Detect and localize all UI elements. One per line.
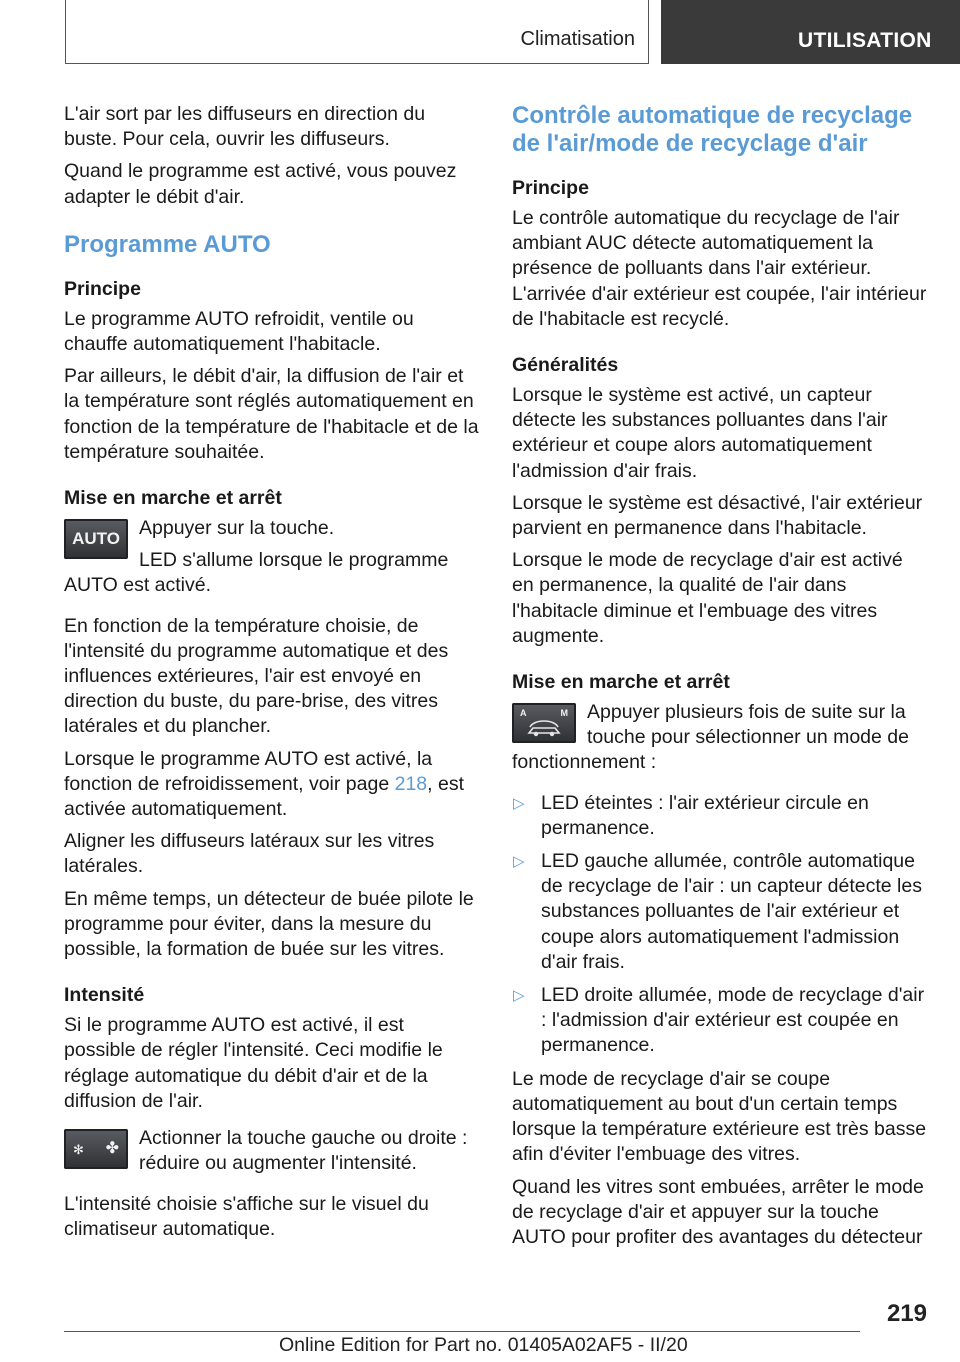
paragraph: En même temps, un détecteur de buée pilote le programme pour éviter, dans la mesure du possible, la formation de buée sur les vitres. [64, 887, 474, 961]
paragraph: Le contrôle automatique du recyclage de l'air ambiant AUC détecte automatiquement la présence de polluants dans l'air extérieur. L'arrivée d'air extérieur est coupée, l'air intérieur de l'habitacle est recyclé. [512, 207, 927, 330]
subheading-generalites: Généralités [512, 354, 619, 377]
list-item: ▷ LED droite allumée, mode de recyclage d'air : l'admission d'air extérieur est coupée en permanence. [513, 984, 925, 1057]
triangle-bullet-icon: ▷ [513, 794, 525, 812]
subheading-intensite: Intensité [64, 984, 145, 1007]
paragraph: Le mode de recyclage d'air se coupe automatiquement au bout d'un certain temps lorsque la température extérieure est très basse afin d'éviter l'embuage des vitres. [512, 1067, 927, 1166]
paragraph: Aligner les diffuseurs latéraux sur les vitres latérales. [64, 830, 435, 878]
auto-button-icon: AUTO [64, 519, 128, 559]
list-item: ▷ LED éteintes : l'air extérieur circule en permanence. [513, 791, 869, 839]
paragraph: Le programme AUTO refroidit, ventile ou chauffe automatiquement l'habitacle. [64, 307, 414, 356]
paragraph: Lorsque le mode de recyclage d'air est activé en permanence, la qualité de l'air dans l'habitacle diminue et l'embuage des vitres augmente. [512, 549, 903, 647]
recirc-auto-label: A [520, 708, 527, 719]
paragraph: Lorsque le système est activé, un capteur détecte les substances polluantes dans l'air extérieur et coupe alors automatiquement l'admission d'air frais. [512, 384, 888, 482]
paragraph: L'air sort par les diffuseurs en direction du buste. Pour cela, ouvrir les diffuseurs. [64, 103, 426, 151]
car-recirculation-icon [526, 716, 562, 738]
paragraph: Actionner la touche gauche ou droite : réduire ou augmenter l'intensité. [139, 1127, 468, 1175]
fan-intensity-button-icon [64, 1129, 128, 1169]
auto-button-instruction [64, 516, 480, 606]
right-column [512, 102, 928, 1257]
subheading-principe: Principe [64, 277, 141, 300]
paragraph: Lorsque le système est désactivé, l'air extérieur parvient en permanence dans l'habitacle. [512, 491, 923, 540]
recirc-manual-label: M [560, 708, 568, 719]
paragraph: L'intensité choisie s'affiche sur le visuel du climatiseur automatique. [64, 1192, 429, 1240]
paragraph: Quand les vitres sont embuées, arrêter le mode de recyclage d'air et appuyer sur la touche AUTO pour profiter des avantages du détecteur [512, 1175, 924, 1248]
paragraph: LED s'allume lorsque le programme AUTO est activé. [64, 549, 449, 597]
paragraph: Lorsque le programme AUTO est activé, la fonction de refroidissement, voir page 218, est activée automatiquement. [64, 747, 465, 821]
section-heading-auto: Programme AUTO [64, 230, 271, 258]
subheading-marche-arret: Mise en marche et arrêt [64, 487, 282, 510]
recirculation-button-icon [512, 703, 576, 743]
paragraph: Si le programme AUTO est activé, il est possible de régler l'intensité. Ceci modifie le réglage automatique du débit d'air et de la diffusion de l'air. [64, 1014, 443, 1112]
paragraph: Appuyer sur la touche. [139, 517, 335, 540]
paragraph: Appuyer plusieurs fois de suite sur la touche pour sélectionner un mode de fonctionnement : [512, 701, 909, 774]
mode-list [512, 791, 928, 1059]
paragraph: Par ailleurs, le débit d'air, la diffusion de l'air et la température sont réglés automatiquement en fonction de la température de l'habitacle et de la température souhaitée. [64, 365, 479, 463]
footer-divider [64, 1331, 860, 1332]
chapter-tab [661, 0, 960, 64]
fan-high-icon: ✤ [105, 1140, 119, 1158]
footer-edition: Online Edition for Part no. 01405A02AF5 - II/20 [279, 1334, 688, 1356]
subheading-principe: Principe [512, 177, 589, 199]
list-item: ▷ LED gauche allumée, contrôle automatique de recyclage de l'air : un capteur détecte les substances polluantes de l'air extérieur et coupe alors automatiquement l'admission d'air frais. [513, 850, 922, 973]
paragraph: Quand le programme est activé, vous pouvez adapter le débit d'air. [64, 160, 457, 208]
recirculation-button-instruction [512, 700, 928, 783]
fan-low-icon: ✻ [73, 1142, 84, 1158]
page-number: 219 [886, 1300, 927, 1327]
page-link[interactable]: 218 [394, 772, 428, 795]
section-title: Climatisation [520, 28, 635, 50]
subheading-marche-arret: Mise en marche et arrêt [512, 671, 730, 694]
triangle-bullet-icon: ▷ [513, 853, 525, 871]
section-heading-recyclage: Contrôle automatique de recyclage de l'air/mode de recyclage d'air [512, 102, 913, 157]
left-column [64, 102, 480, 1249]
paragraph: En fonction de la température choisie, de l'intensité du programme automatique et des influences extérieures, l'air est envoyé en direction du buste, du pare-brise, des vitres latérales et du plancher. [64, 614, 449, 738]
triangle-bullet-icon: ▷ [513, 987, 525, 1005]
chapter-tab-label: UTILISATION [798, 29, 932, 52]
intensity-button-instruction [64, 1126, 480, 1183]
